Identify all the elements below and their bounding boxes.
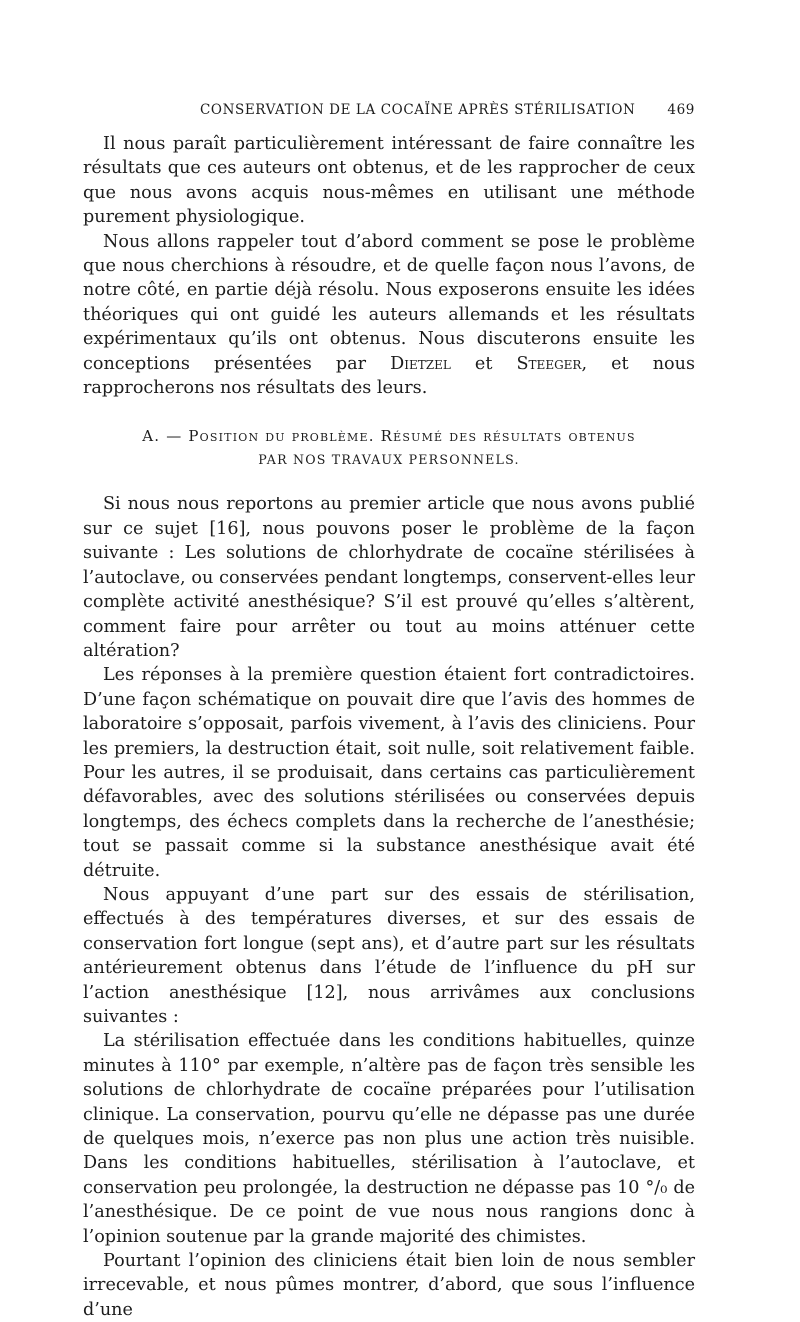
paragraph-plan-end: , et nous rapprocherons nos résultats des leurs. xyxy=(83,353,695,399)
section-label: A. xyxy=(142,427,161,446)
author-steeger: Steeger xyxy=(516,353,582,374)
paragraph-experiments: Nous appuyant d’une part sur des essais de stérilisation, effectués à des températures diverses, et sur des essais de conservation fort longue (sept ans), et d’autre part sur les résultats antérieurement obtenus dans l’étude de l’influence du pH sur l’action anesthésique [12], nous arrivâmes aux conclusions suivantes : xyxy=(83,884,695,1027)
paragraph-conclusions: La stérilisation effectuée dans les conditions habituelles, quinze minutes à 110° par exemple, n’altère pas de façon très sensible les solutions de chlorhydrate de cocaïne préparées pour l’utilisation clinique. La conservation, pourvu qu’elle ne dépasse pas une durée de quelques mois, n’exerce pas non plus une action très nuisible. Dans les conditions habituelles, stérilisation à l’autoclave, et conservation peu prolongée, la destruction ne dépasse pas 10 °/₀ de l’anesthésique. De ce point de vue nous nous rangions donc à l’opinion soutenue par la grande majorité des chimistes. xyxy=(83,1031,695,1247)
paragraph-plan-conj: et xyxy=(450,353,517,374)
section-title: Position du problème. Résumé des résultats obtenus xyxy=(188,427,636,446)
paragraph-answers: Les réponses à la première question étaient fort contradictoires. D’une façon schématique on pouvait dire que l’avis des hommes de laboratoire s’opposait, parfois vivement, à l’avis des cliniciens. Pour les premiers, la destruction était, soit nulle, soit relativement faible. Pour les autres, il se produisait, dans certains cas particulièrement défavorables, avec des solutions stérilisées ou conservées depuis longtemps, des échecs complets dans la recherche de l’anesthésie; tout se passait comme si la substance anesthésique avait été détruite. xyxy=(83,665,695,881)
paragraph-plan-text: Nous allons rappeler tout d’abord comment se pose le problème que nous cherchions à résoudre, et de quelle façon nous l’avons, de notre côté, en partie déjà résolu. Nous exposerons ensuite les idées théoriques qui ont guidé les auteurs allemands et les résultats expérimentaux qu’ils ont obtenus. Nous discuterons ensuite les conceptions présentées par xyxy=(83,231,695,374)
author-dietzel: Dietzel xyxy=(390,353,451,374)
paragraph-plan xyxy=(83,230,695,401)
section-heading xyxy=(83,424,695,472)
paragraph-clinicians: Pourtant l’opinion des cliniciens était bien loin de nous sembler irrecevable, et nous pûmes montrer, d’abord, que sous l’influence d’une xyxy=(83,1251,695,1320)
paragraph-intro: Il nous paraît particulièrement intéressant de faire connaître les résultats que ces auteurs ont obtenus, et de les rapprocher de ceux que nous avons acquis nous-mêmes en utilisant une méthode purement physiologique. xyxy=(83,134,695,228)
running-head xyxy=(83,96,695,122)
running-title: CONSERVATION DE LA COCAÏNE APRÈS STÉRILISATION xyxy=(200,102,636,118)
section-heading-line1 xyxy=(142,427,636,445)
page-number: 469 xyxy=(667,102,695,118)
book-page xyxy=(83,96,695,1322)
section-dash: — xyxy=(166,427,183,446)
section-heading-line2: PAR NOS TRAVAUX PERSONNELS. xyxy=(258,452,520,468)
paragraph-problem: Si nous nous reportons au premier article que nous avons publié sur ce sujet [16], nous pouvons poser le problème de la façon suivante : Les solutions de chlorhydrate de cocaïne stérilisées à l’autoclave, ou conservées pendant longtemps, conservent-elles leur complète activité anesthésique? S’il est prouvé qu’elles s’altèrent, comment faire pour arrêter ou tout au moins atténuer cette altération? xyxy=(83,494,695,661)
